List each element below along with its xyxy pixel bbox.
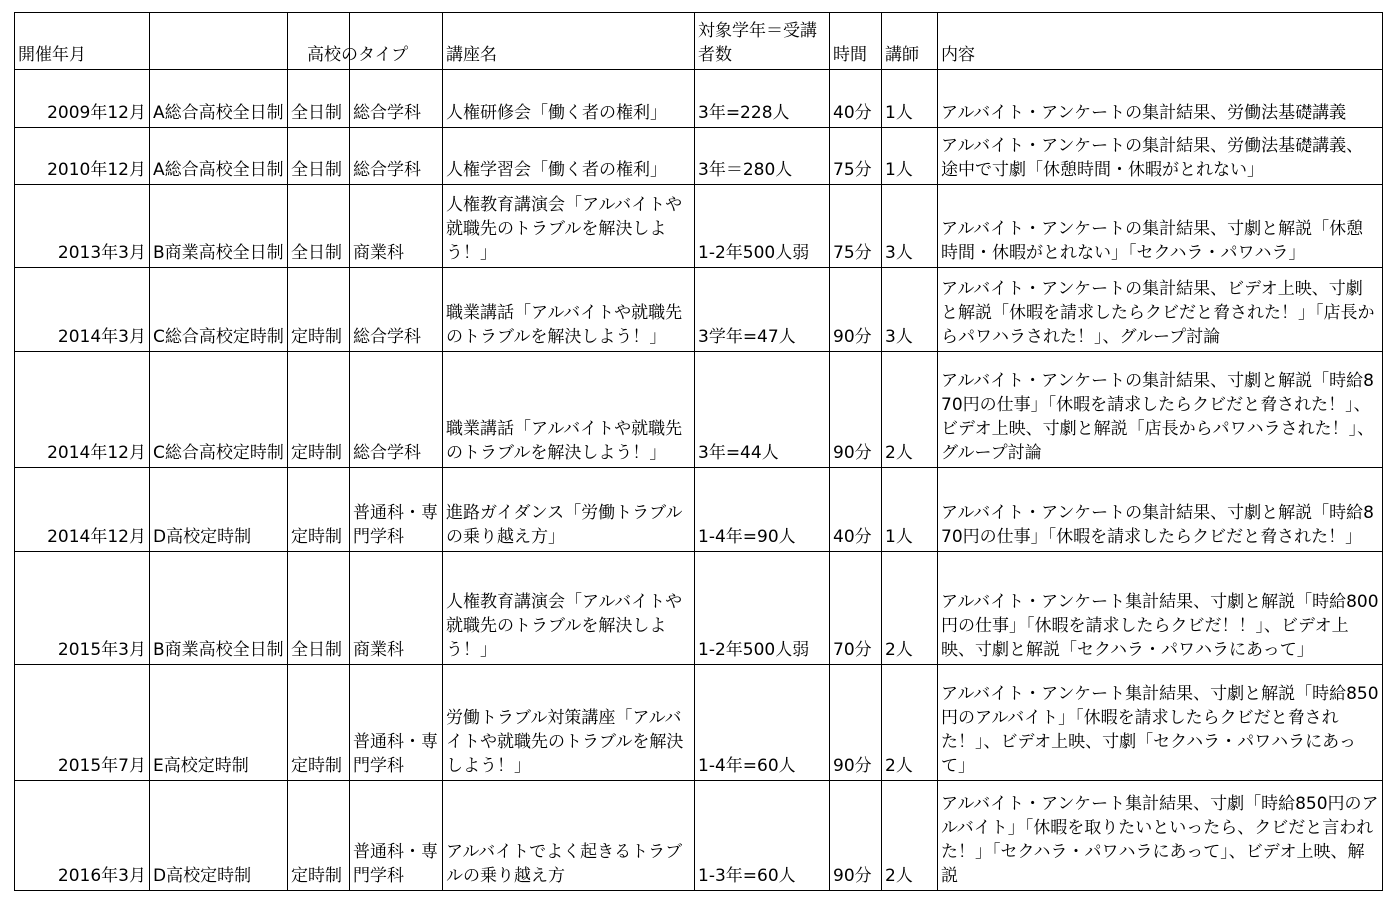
cell-type: 全日制 — [288, 128, 350, 185]
cell-school: C総合高校定時制 — [150, 268, 288, 352]
cell-course: 総合学科 — [350, 352, 443, 468]
cell-target: 3年=228人 — [695, 70, 830, 128]
cell-course: 商業科 — [350, 552, 443, 665]
cell-target: 1-4年=90人 — [695, 468, 830, 552]
cell-school: A総合高校全日制 — [150, 70, 288, 128]
cell-type: 定時制 — [288, 468, 350, 552]
cell-date: 2016年3月 — [15, 781, 150, 891]
cell-content: アルバイト・アンケート集計結果、寸劇と解説「時給850円のアルバイト」「休暇を請求したらクビだと脅された！」、ビデオ上映、寸劇「セクハラ・パワハラにあって」 — [938, 665, 1383, 781]
header-time: 時間 — [830, 13, 882, 70]
cell-type: 定時制 — [288, 352, 350, 468]
cell-course: 総合学科 — [350, 70, 443, 128]
cell-course: 普通科・専門学科 — [350, 665, 443, 781]
cell-content: アルバイト・アンケートの集計結果、寸劇と解説「時給870円の仕事」「休暇を請求したらクビだと脅された！」 — [938, 468, 1383, 552]
cell-time: 90分 — [830, 781, 882, 891]
cell-lecture: 人権教育講演会「アルバイトや就職先のトラブルを解決しよう！」 — [443, 185, 695, 268]
table-row — [15, 128, 1383, 185]
cell-type: 全日制 — [288, 185, 350, 268]
spreadsheet — [14, 12, 1383, 891]
cell-course: 商業科 — [350, 185, 443, 268]
cell-school: A総合高校全日制 — [150, 128, 288, 185]
cell-school: D高校定時制 — [150, 781, 288, 891]
cell-course: 普通科・専門学科 — [350, 781, 443, 891]
cell-content: アルバイト・アンケートの集計結果、ビデオ上映、寸劇と解説「休暇を請求したらクビだと脅された！」「店長からパワハラされた！」、グループ討論 — [938, 268, 1383, 352]
header-date: 開催年月 — [15, 13, 150, 70]
cell-instructors: 1人 — [882, 70, 938, 128]
cell-target: 1-2年500人弱 — [695, 185, 830, 268]
cell-lecture: 人権教育講演会「アルバイトや就職先のトラブルを解決しよう！」 — [443, 552, 695, 665]
cell-school: E高校定時制 — [150, 665, 288, 781]
cell-school: D高校定時制 — [150, 468, 288, 552]
cell-type: 定時制 — [288, 665, 350, 781]
cell-lecture: 人権学習会「働く者の権利」 — [443, 128, 695, 185]
cell-content: アルバイト・アンケート集計結果、寸劇「時給850円のアルバイト」「休暇を取りたいといったら、クビだと言われた！」「セクハラ・パワハラにあって」、ビデオ上映、解説 — [938, 781, 1383, 891]
cell-date: 2015年3月 — [15, 552, 150, 665]
cell-course: 総合学科 — [350, 128, 443, 185]
cell-type: 定時制 — [288, 268, 350, 352]
table-row — [15, 665, 1383, 781]
cell-lecture: アルバイトでよく起きるトラブルの乗り越え方 — [443, 781, 695, 891]
cell-target: 3年=44人 — [695, 352, 830, 468]
cell-lecture: 進路ガイダンス「労働トラブルの乗り越え方」 — [443, 468, 695, 552]
cell-instructors: 1人 — [882, 128, 938, 185]
cell-target: 1-2年500人弱 — [695, 552, 830, 665]
cell-date: 2014年3月 — [15, 268, 150, 352]
cell-content: アルバイト・アンケートの集計結果、労働法基礎講義、途中で寸劇「休憩時間・休暇がとれない」 — [938, 128, 1383, 185]
cell-date: 2014年12月 — [15, 352, 150, 468]
cell-instructors: 2人 — [882, 665, 938, 781]
cell-lecture: 人権研修会「働く者の権利」 — [443, 70, 695, 128]
cell-content: アルバイト・アンケート集計結果、寸劇と解説「時給800円の仕事」「休暇を請求したらクビだ！！」、ビデオ上映、寸劇と解説「セクハラ・パワハラにあって」 — [938, 552, 1383, 665]
cell-instructors: 2人 — [882, 781, 938, 891]
cell-course: 総合学科 — [350, 268, 443, 352]
cell-time: 90分 — [830, 268, 882, 352]
cell-instructors: 1人 — [882, 468, 938, 552]
cell-type: 定時制 — [288, 781, 350, 891]
cell-time: 75分 — [830, 128, 882, 185]
cell-target: 3年＝280人 — [695, 128, 830, 185]
cell-content: アルバイト・アンケートの集計結果、労働法基礎講義 — [938, 70, 1383, 128]
header-lecture: 講座名 — [443, 13, 695, 70]
cell-type: 全日制 — [288, 552, 350, 665]
cell-type: 全日制 — [288, 70, 350, 128]
cell-instructors: 2人 — [882, 352, 938, 468]
cell-time: 90分 — [830, 352, 882, 468]
cell-date: 2010年12月 — [15, 128, 150, 185]
cell-time: 40分 — [830, 70, 882, 128]
table-row — [15, 781, 1383, 891]
cell-school: B商業高校全日制 — [150, 552, 288, 665]
cell-target: 1-3年=60人 — [695, 781, 830, 891]
header-content: 内容 — [938, 13, 1383, 70]
cell-date: 2013年3月 — [15, 185, 150, 268]
cell-time: 90分 — [830, 665, 882, 781]
cell-school: B商業高校全日制 — [150, 185, 288, 268]
header-instructors: 講師 — [882, 13, 938, 70]
cell-instructors: 3人 — [882, 185, 938, 268]
table-row — [15, 268, 1383, 352]
table-row — [15, 468, 1383, 552]
cell-school: C総合高校定時制 — [150, 352, 288, 468]
cell-time: 70分 — [830, 552, 882, 665]
table-row — [15, 352, 1383, 468]
cell-date: 2015年7月 — [15, 665, 150, 781]
header-row — [15, 13, 1383, 70]
cell-date: 2014年12月 — [15, 468, 150, 552]
header-school-type: 高校のタイプ — [307, 45, 409, 65]
header-target: 対象学年＝受講者数 — [695, 13, 830, 70]
cell-instructors: 3人 — [882, 268, 938, 352]
table-row — [15, 185, 1383, 268]
cell-time: 75分 — [830, 185, 882, 268]
cell-date: 2009年12月 — [15, 70, 150, 128]
cell-target: 3学年=47人 — [695, 268, 830, 352]
cell-lecture: 職業講話「アルバイトや就職先のトラブルを解決しよう！」 — [443, 352, 695, 468]
lecture-table — [14, 12, 1383, 891]
header-school — [150, 13, 409, 70]
cell-content: アルバイト・アンケートの集計結果、寸劇と解説「時給870円の仕事」「休暇を請求したらクビだと脅された！」、ビデオ上映、寸劇と解説「店長からパワハラされた！」、グループ討論 — [938, 352, 1383, 468]
cell-lecture: 労働トラブル対策講座「アルバイトや就職先のトラブルを解決しよう！」 — [443, 665, 695, 781]
cell-target: 1-4年=60人 — [695, 665, 830, 781]
cell-lecture: 職業講話「アルバイトや就職先のトラブルを解決しよう！」 — [443, 268, 695, 352]
cell-content: アルバイト・アンケートの集計結果、寸劇と解説「休憩時間・休暇がとれない」「セクハラ・パワハラ」 — [938, 185, 1383, 268]
table-row — [15, 552, 1383, 665]
cell-time: 40分 — [830, 468, 882, 552]
cell-instructors: 2人 — [882, 552, 938, 665]
table-row — [15, 70, 1383, 128]
cell-course: 普通科・専門学科 — [350, 468, 443, 552]
